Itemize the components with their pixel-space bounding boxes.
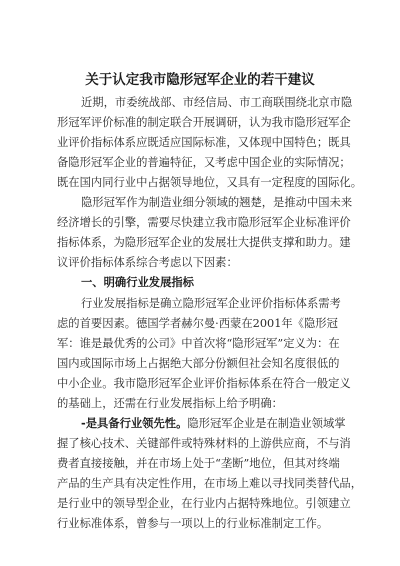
line-rest: 隐形冠军企业是在制造业领域掌 — [187, 417, 346, 430]
paragraph-line: 经济增长的引擎，需要尽快建立我市隐形冠军企业标准评价 — [57, 216, 351, 229]
paragraph-line: 备隐形冠军企业的普遍特征，又考虑中国企业的实际情况； — [57, 156, 351, 169]
paragraph-line: 近期，市委统战部、市经信局、市工商联围绕北京市隐 — [81, 96, 353, 109]
paragraph-line: 隐形冠军作为制造业细分领域的翘楚，是推动中国未来 — [81, 196, 353, 209]
paragraph-line: 的基础上，还需在行业发展指标上给予明确： — [57, 397, 283, 410]
paragraph-line: 形冠军评价标准的制定联合开展调研，认为我市隐形冠军企 — [57, 116, 351, 129]
bold-lead: -是具备行业领先性。 — [81, 417, 188, 430]
paragraph-line: 产品的生产具有决定性作用，在市场上难以寻找同类替代品， — [57, 477, 363, 490]
paragraph-line: 行业发展指标是确立隐形冠军企业评价指标体系需考 — [81, 297, 341, 310]
document-title: 关于认定我市隐形冠军企业的若干建议 — [85, 72, 315, 88]
paragraph-line: 费者直接接触，并在市场上处于“垄断”地位，但其对终端 — [57, 457, 340, 470]
paragraph-line: 行业标准体系，曾参与一项以上的行业标准制定工作。 — [57, 517, 329, 530]
paragraph-line: 议评价指标体系综合考虑以下因素： — [57, 256, 238, 269]
paragraph-line: 握了核心技术、关键部件或特殊材料的上游供应商，不与消 — [57, 437, 351, 450]
paragraph-line: 是行业中的领导型企业，在行业内占据特殊地位。引领建立 — [57, 497, 351, 510]
section-heading: 一、明确行业发展指标 — [81, 276, 194, 289]
paragraph-line: 中小企业。我市隐形冠军企业评价指标体系在符合一般定义 — [57, 377, 351, 390]
paragraph-line — [81, 417, 346, 431]
paragraph-line: 国内或国际市场上占据绝大部分份额但社会知名度很低的 — [57, 357, 340, 370]
paragraph-line: 既在国内同行业中占据领导地位，又具有一定程度的国际化。 — [57, 176, 363, 189]
paragraph-line: 虑的首要因素。德国学者赫尔曼·西蒙在2001年《隐形冠 — [57, 317, 338, 330]
paragraph-line: 军：谁是最优秀的公司》中首次将“隐形冠军”定义为：在 — [57, 337, 340, 350]
paragraph-line: 指标体系，为隐形冠军企业的发展壮大提供支撑和助力。建 — [57, 236, 351, 249]
paragraph-line: 业评价指标体系应既适应国际标准，又体现中国特色；既具 — [57, 136, 351, 149]
